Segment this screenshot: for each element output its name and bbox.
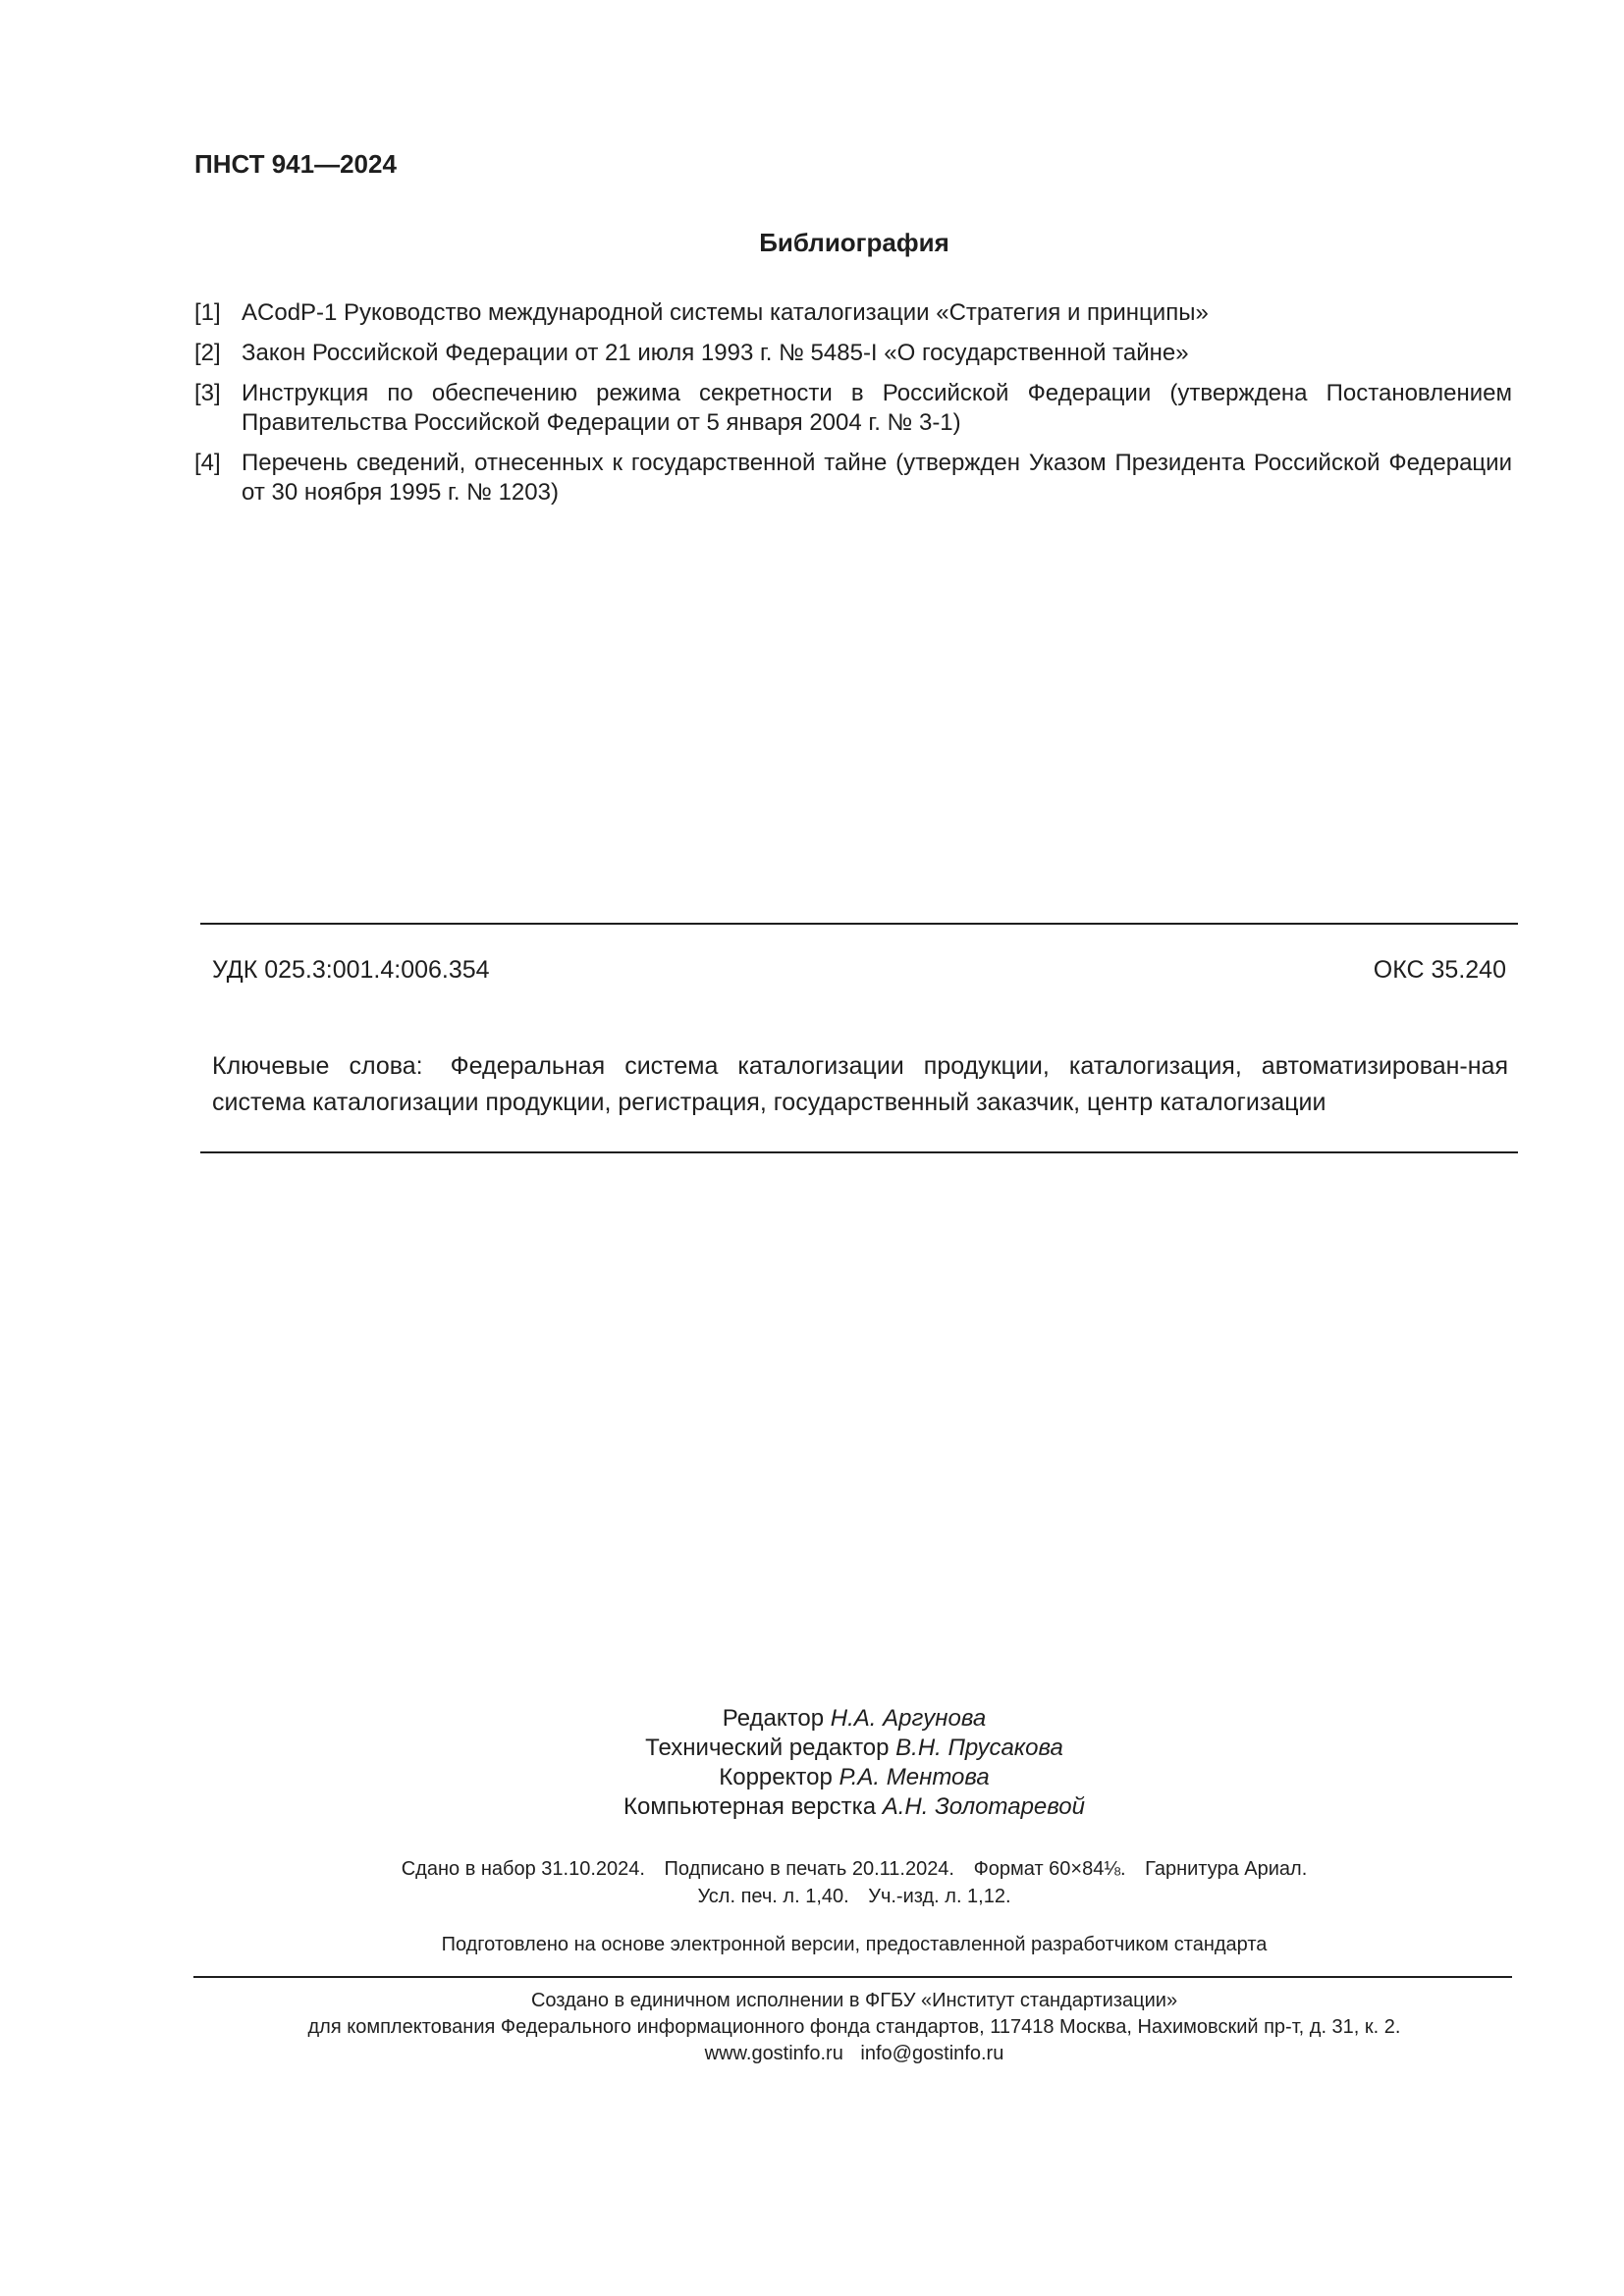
bibliography-title: Библиография [759, 228, 949, 257]
bibliography-item [194, 339, 1512, 368]
oks-code: ОКС 35.240 [1373, 956, 1506, 984]
bibliography-item-number: [1] [194, 299, 221, 326]
publisher-line-2: для комплектования Федерального информационного фонда стандартов, 117418 Москва, Нахимовский пр-т, д. 31, к. 2. [307, 2016, 1401, 2038]
bibliography-item-text: Перечень сведений, отнесенных к государственной тайне (утвержден Указом Президента Российской Федерации от 30 ноября 1995 г. № 1203) [242, 450, 1512, 506]
corrector-label: Корректор [719, 1764, 833, 1790]
bibliography-item [194, 449, 1512, 507]
print-info-line-1 [0, 1855, 1624, 1883]
credits-block [0, 1704, 1624, 1822]
bibliography-item-text: ACodP-1 Руководство международной системы каталогизации «Стратегия и принципы» [242, 299, 1209, 326]
tech-editor-label: Технический редактор [645, 1735, 890, 1761]
keywords-label: Ключевые слова: [212, 1052, 423, 1080]
publisher-line-1: Создано в единичном исполнении в ФГБУ «Институт стандартизации» [530, 1990, 1178, 2011]
corrector-line [0, 1763, 1624, 1792]
bibliography-item-text: Инструкция по обеспечению режима секретности в Российской Федерации (утверждена Постановлением Правительства Российской Федерации от 5 января 2004 г. № 3-1) [242, 380, 1512, 436]
print-info [0, 1855, 1624, 1910]
bibliography-list [194, 298, 1512, 518]
layout-label: Компьютерная верстка [623, 1793, 877, 1820]
print-sheets: Усл. печ. л. 1,40. [697, 1886, 849, 1907]
keywords-text: Федеральная система каталогизации продукции, каталогизация, автоматизирован-ная система каталогизации продукции, регистрация, государственный заказчик, центр каталогизации [212, 1052, 1508, 1116]
udk-code: УДК 025.3:001.4:006.354 [212, 956, 490, 984]
website-link[interactable]: www.gostinfo.ru [704, 2043, 843, 2064]
paper-format: Формат 60×84⅛. [973, 1858, 1126, 1880]
bottom-divider [193, 1976, 1512, 1978]
bibliography-item-number: [4] [194, 450, 221, 476]
editor-name: Н.А. Аргунова [830, 1705, 987, 1732]
bibliography-item [194, 298, 1512, 328]
email-link[interactable]: info@gostinfo.ru [860, 2043, 1004, 2064]
bibliography-item-number: [3] [194, 380, 221, 406]
document-id: ПНСТ 941—2024 [194, 149, 397, 179]
keywords-block [212, 1048, 1508, 1121]
publisher-block [0, 1988, 1624, 2067]
middle-divider [200, 1151, 1518, 1153]
bibliography-item-text: Закон Российской Федерации от 21 июля 1993 г. № 5485-I «О государственной тайне» [242, 340, 1189, 366]
typeset-date: Сдано в набор 31.10.2024. [401, 1858, 645, 1880]
print-info-line-2 [0, 1883, 1624, 1910]
editor-label: Редактор [722, 1705, 825, 1732]
bibliography-item-number: [2] [194, 340, 221, 366]
editor-line [0, 1704, 1624, 1734]
layout-line [0, 1792, 1624, 1822]
publisher-contacts [0, 2041, 1624, 2067]
bibliography-item [194, 379, 1512, 438]
edition-sheets: Уч.-изд. л. 1,12. [868, 1886, 1011, 1907]
prepared-note: Подготовлено на основе электронной версии, предоставленной разработчиком стандарта [441, 1934, 1268, 1955]
corrector-name: Р.А. Ментова [839, 1764, 990, 1790]
tech-editor-line [0, 1734, 1624, 1763]
top-divider [200, 923, 1518, 925]
layout-name: А.Н. Золотаревой [882, 1793, 1085, 1820]
signed-date: Подписано в печать 20.11.2024. [664, 1858, 954, 1880]
typeface: Гарнитура Ариал. [1145, 1858, 1308, 1880]
tech-editor-name: В.Н. Прусакова [895, 1735, 1063, 1761]
